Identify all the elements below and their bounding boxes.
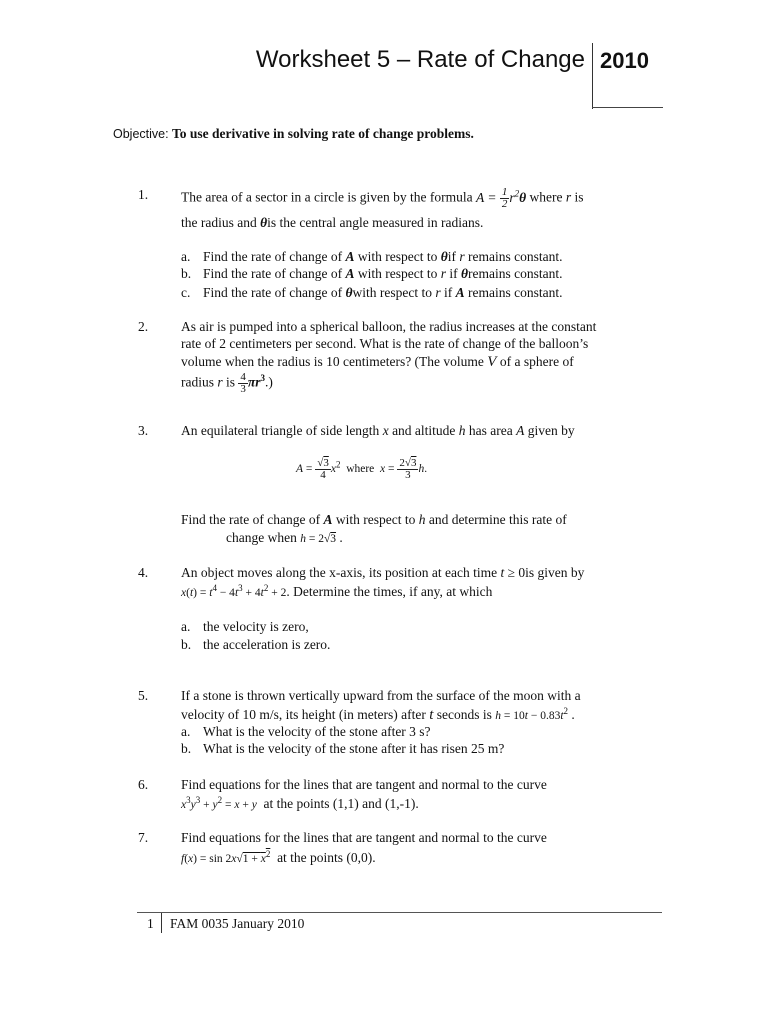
q6-line2: $x^3y^3 + y^2 = x + y$ at the points (1,1) and (1,-1). bbox=[181, 795, 419, 811]
q5-b-letter: b. bbox=[181, 741, 192, 756]
q3-line1: An equilateral triangle of side length x and altitude h has area A given by bbox=[181, 423, 575, 438]
q3-number: 3. bbox=[138, 423, 149, 438]
q1-number: 1. bbox=[138, 187, 149, 202]
q5-number: 5. bbox=[138, 688, 149, 703]
q4-a-letter: a. bbox=[181, 619, 191, 634]
q7-number: 7. bbox=[138, 830, 149, 845]
q1-c-text: Find the rate of change of θwith respect to r if A remains constant. bbox=[203, 285, 563, 300]
footer-text: FAM 0035 January 2010 bbox=[170, 916, 305, 931]
q2-line3: volume when the radius is 10 centimeters? (The volume V of a sphere of bbox=[181, 354, 574, 370]
q1-b-text: Find the rate of change of A with respect to r if θremains constant. bbox=[203, 266, 563, 281]
q4-line2: $x(t) = t^4 - 4t^3 + 4t^2 + 2$. Determine the times, if any, at which bbox=[181, 583, 493, 599]
header-divider bbox=[592, 43, 593, 109]
q5-b-text: What is the velocity of the stone after it has risen 25 m? bbox=[203, 741, 505, 756]
q3-line3: Find the rate of change of A with respect to h and determine this rate of bbox=[181, 512, 567, 527]
q1-area-formula: A = $\frac{1}{2}$ $r^2\theta$ bbox=[476, 186, 527, 210]
q4-number: 4. bbox=[138, 565, 149, 580]
q2-line1: As air is pumped into a spherical balloon, the radius increases at the constant bbox=[181, 319, 597, 334]
q5-a-letter: a. bbox=[181, 724, 191, 739]
q5-a-text: What is the velocity of the stone after 3 s? bbox=[203, 724, 431, 739]
q4-b-letter: b. bbox=[181, 637, 192, 652]
q1-line2: the radius and θis the central angle measured in radians. bbox=[181, 215, 484, 230]
q7-line2: $f(x) = \sin 2x√1 + x^2$ at the points (0,0). bbox=[181, 849, 376, 865]
q1-line1: The area of a sector in a circle is given by the formula A = $\frac{1}{2}$ $r^2\theta$ where r is bbox=[181, 186, 584, 210]
q4-a-text: the velocity is zero, bbox=[203, 619, 309, 634]
q2-number: 2. bbox=[138, 319, 149, 334]
objective-text: To use derivative in solving rate of change problems. bbox=[171, 126, 474, 141]
q7-line1: Find equations for the lines that are tangent and normal to the curve bbox=[181, 830, 547, 845]
header-year: 2010 bbox=[600, 48, 649, 73]
q1-a-letter: a. bbox=[181, 249, 191, 264]
q2-volume-fraction: $\frac{4}{3}$ bbox=[240, 371, 246, 395]
q6-number: 6. bbox=[138, 777, 149, 792]
q1-c-letter: c. bbox=[181, 285, 191, 300]
footer-rule bbox=[137, 912, 662, 913]
q5-line1: If a stone is thrown vertically upward from the surface of the moon with a bbox=[181, 688, 581, 703]
q4-b-text: the acceleration is zero. bbox=[203, 637, 331, 652]
objective bbox=[113, 126, 474, 142]
q6-line1: Find equations for the lines that are tangent and normal to the curve bbox=[181, 777, 547, 792]
q3-line4: change when h = 2√3 . bbox=[226, 530, 343, 545]
q1-a-text: Find the rate of change of A with respect to θif r remains constant. bbox=[203, 249, 563, 264]
footer-divider bbox=[161, 913, 162, 933]
q2-line2: rate of 2 centimeters per second. What is the rate of change of the balloon’s bbox=[181, 336, 589, 351]
page-number: 1 bbox=[147, 916, 154, 931]
header-rule bbox=[592, 107, 663, 108]
q5-line2: velocity of 10 m/s, its height (in meters) after t seconds is $h = 10t - 0.83t^2$ . bbox=[181, 706, 575, 723]
page-title: Worksheet 5 – Rate of Change bbox=[255, 46, 585, 73]
q3-formula: A = $\frac{√3}{4}$ $x^2$ where x = $\frac{2√3}{3}$ h. bbox=[296, 457, 428, 481]
q2-line4: radius r is $\frac{4}{3}$ $\pi r^3$.) bbox=[181, 371, 273, 395]
q1-b-letter: b. bbox=[181, 266, 192, 281]
q4-line1: An object moves along the x-axis, its position at each time t ≥ 0is given by bbox=[181, 565, 585, 580]
objective-label: Objective: bbox=[113, 127, 169, 141]
